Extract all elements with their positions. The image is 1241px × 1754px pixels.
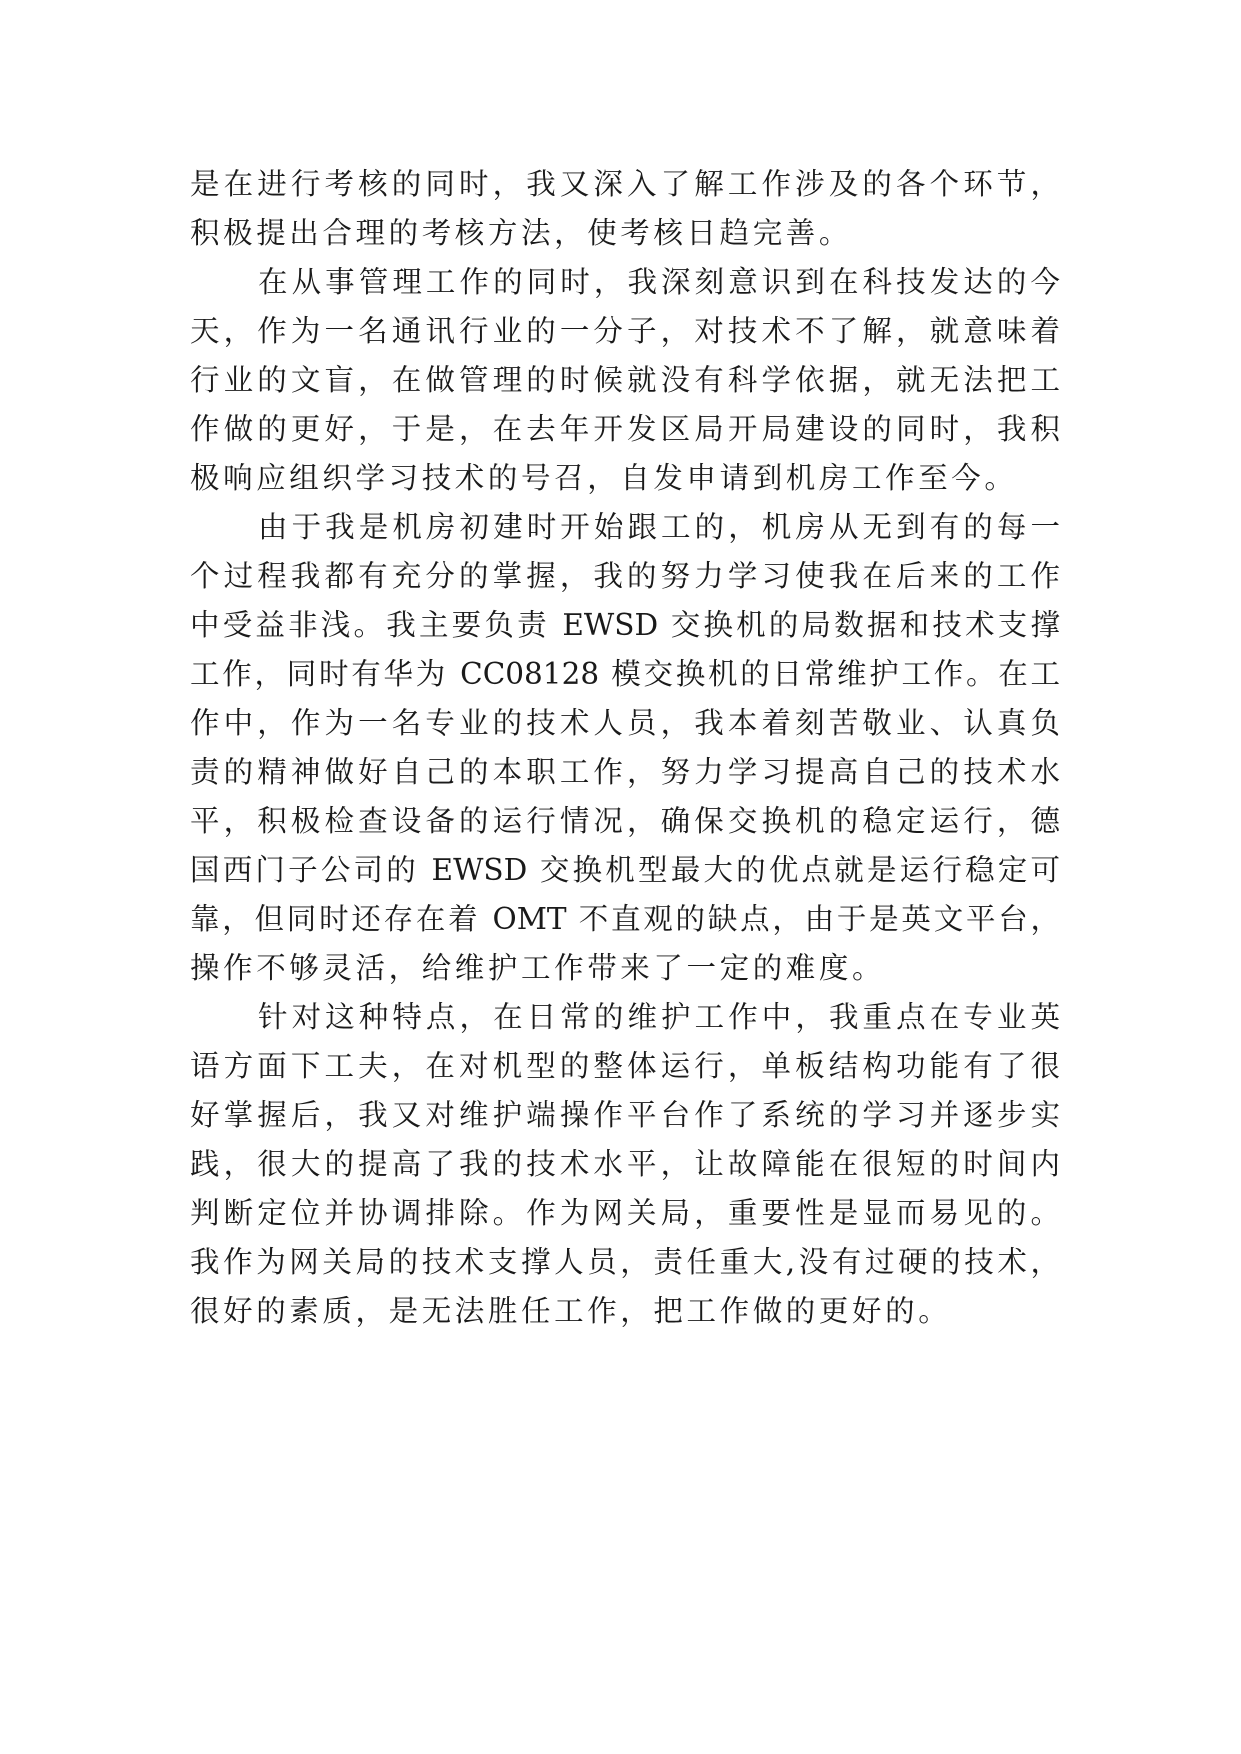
text-line: 工作，同时有华为 CC08128 模交换机的日常维护工作。在工 xyxy=(190,657,1060,691)
text-line: 天，作为一名通讯行业的一分子，对技术不了解，就意味着 xyxy=(190,314,1060,348)
text-line: 作做的更好，于是，在去年开发区局开局建设的同时，我积 xyxy=(190,412,1060,446)
text-line: 很好的素质，是无法胜任工作，把工作做的更好的。 xyxy=(190,1294,952,1328)
text-line: 是在进行考核的同时，我又深入了解工作涉及的各个环节， xyxy=(190,167,1060,201)
text-line: 由于我是机房初建时开始跟工的，机房从无到有的每一 xyxy=(258,510,1060,544)
text-line: 积极提出合理的考核方法，使考核日趋完善。 xyxy=(190,216,853,250)
text-line: 在从事管理工作的同时，我深刻意识到在科技发达的今 xyxy=(258,265,1060,299)
text-line: 语方面下工夫，在对机型的整体运行，单板结构功能有了很 xyxy=(190,1049,1060,1083)
text-line: 极响应组织学习技术的号召，自发申请到机房工作至今。 xyxy=(190,461,1018,495)
paragraph xyxy=(190,503,1060,993)
text-line: 针对这种特点，在日常的维护工作中，我重点在专业英 xyxy=(258,1000,1060,1034)
text-line: 操作不够灵活，给维护工作带来了一定的难度。 xyxy=(190,951,886,985)
text-line: 践，很大的提高了我的技术水平，让故障能在很短的时间内 xyxy=(190,1147,1060,1181)
text-line: 平，积极检查设备的运行情况，确保交换机的稳定运行，德 xyxy=(190,804,1060,838)
document-body xyxy=(190,160,1060,1336)
text-line: 国西门子公司的 EWSD 交换机型最大的优点就是运行稳定可 xyxy=(190,853,1060,887)
text-line: 靠，但同时还存在着 OMT 不直观的缺点，由于是英文平台， xyxy=(190,902,1060,936)
text-line: 我作为网关局的技术支撑人员，责任重大,没有过硬的技术， xyxy=(190,1245,1060,1279)
text-line: 责的精神做好自己的本职工作，努力学习提高自己的技术水 xyxy=(190,755,1060,789)
paragraph xyxy=(190,258,1060,503)
text-line: 作中，作为一名专业的技术人员，我本着刻苦敬业、认真负 xyxy=(190,706,1060,740)
paragraph xyxy=(190,993,1060,1336)
paragraph xyxy=(190,160,1060,258)
text-line: 中受益非浅。我主要负责 EWSD 交换机的局数据和技术支撑 xyxy=(190,608,1060,642)
text-line: 判断定位并协调排除。作为网关局，重要性是显而易见的。 xyxy=(190,1196,1060,1230)
text-line: 个过程我都有充分的掌握，我的努力学习使我在后来的工作 xyxy=(190,559,1060,593)
text-line: 好掌握后，我又对维护端操作平台作了系统的学习并逐步实 xyxy=(190,1098,1060,1132)
text-line: 行业的文盲，在做管理的时候就没有科学依据，就无法把工 xyxy=(190,363,1060,397)
